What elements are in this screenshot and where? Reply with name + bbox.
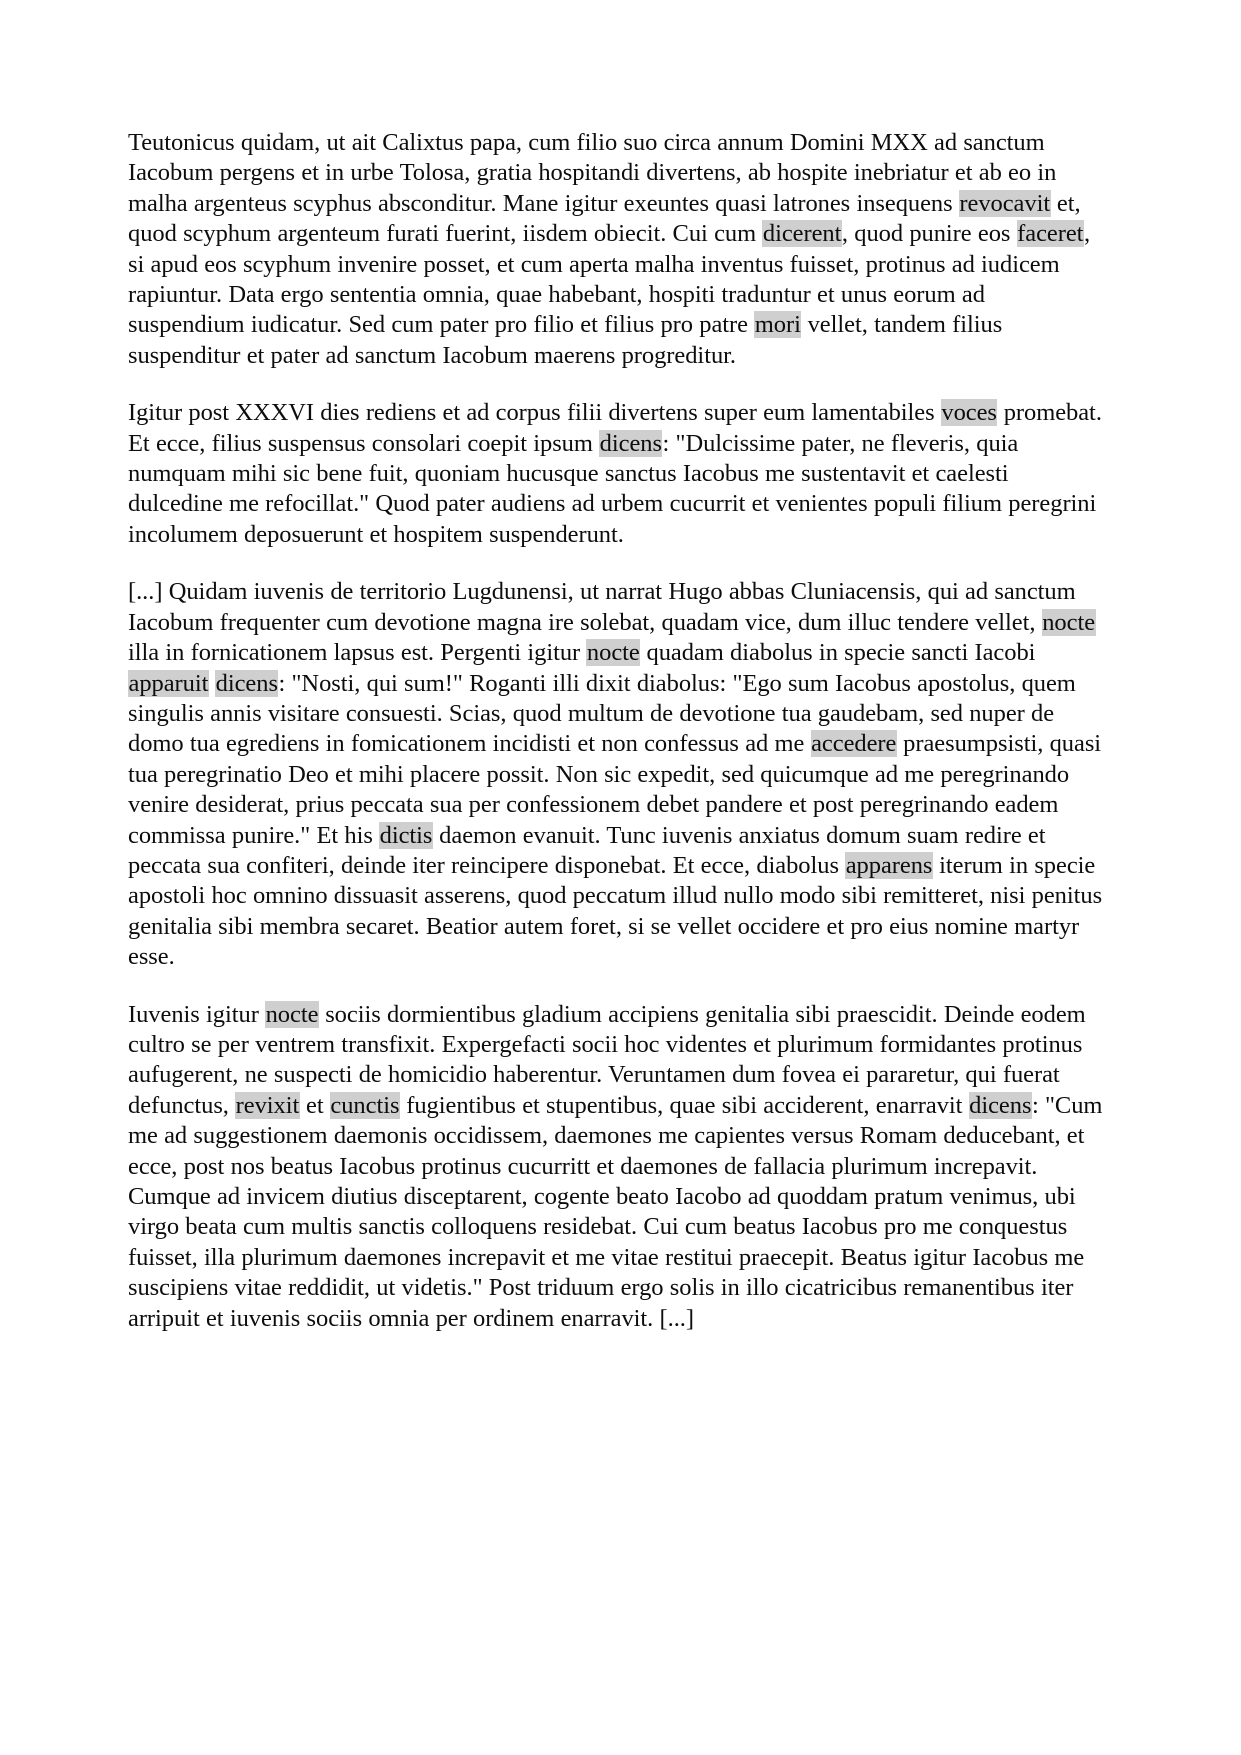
paragraph: [128, 1000, 1104, 1334]
text-run: : "Dulcissime pater, ne fleveris, quia numquam mihi sic bene fuit, quoniam hucusque sanctus Iacobus me sustentavit et caelesti dulcedine me refocillat." Quod pater audiens ad urbem cucurrit et venientes populi filium peregrini incolumem deposuerunt et hospitem suspenderunt.: [128, 429, 1097, 548]
highlighted-term: cunctis: [330, 1091, 400, 1119]
highlighted-term: revixit: [235, 1091, 300, 1119]
highlighted-term: nocte: [265, 1000, 319, 1028]
highlighted-term: faceret: [1017, 220, 1084, 248]
text-run: fugientibus et stupentibus, quae sibi acciderent, enarravit: [399, 1091, 969, 1119]
highlighted-term: voces: [941, 399, 997, 427]
text-run: , si apud eos scyphum invenire posset, et cum aperta malha inventus fuisset, protinus ad iudicem rapiuntur. Data ergo sententia omnia, quae habebant, hospiti traduntur et unus eorum ad suspendium iudicatur. Sed cum pater pro filio et filius pro patre: [128, 220, 1091, 339]
highlighted-term: dicerent: [762, 220, 842, 248]
text-run: Teutonicus quidam, ut ait Calixtus papa, cum filio suo circa annum Domini MXX ad sanctum Iacobum pergens et in urbe Tolosa, gratia hospitandi divertens, ab hospite inebriatur et ab eo in malha argenteus scyphus absconditur. Mane igitur exeuntes quasi latrones insequens: [128, 129, 1057, 217]
text-run: , quod punire eos: [841, 220, 1017, 248]
text-run: et, quod scyphum argenteum furati fuerint, iisdem obiecit. Cui cum: [128, 189, 1081, 248]
text-run: vellet, tandem filius suspenditur et pater ad sanctum Iacobum maerens progreditur.: [128, 311, 1003, 369]
text-run: illa in fornicationem lapsus est. Pergenti igitur: [128, 639, 587, 667]
paragraph: [128, 398, 1104, 550]
highlighted-term: dicens: [969, 1091, 1032, 1119]
highlighted-term: nocte: [1042, 608, 1096, 636]
text-run: et: [299, 1091, 330, 1119]
text-run: praesumpsisti, quasi tua peregrinatio Deo et mihi placere possit. Non sic expedit, sed quicumque ad me peregrinando venire desiderat, prius peccata sua per confessionem debet pandere et post peregrinando eadem commissa punire." Et his: [128, 730, 1102, 849]
highlighted-term: revocavit: [959, 189, 1051, 217]
text-run: sociis dormientibus gladium accipiens genitalia sibi praescidit. Deinde eodem cultro se per ventrem transfixit. Expergefacti socii hoc videntes et plurimum formidantes protinus aufugerent, ne suspecti de homicidio haberentur. Veruntamen dum fovea ei pararetur, qui fuerat defunctus,: [128, 1000, 1086, 1119]
highlighted-term: dicens: [599, 429, 662, 457]
highlighted-term: accedere: [811, 730, 897, 758]
paragraph: [128, 577, 1104, 972]
text-run: Igitur post XXXVI dies rediens et ad corpus filii divertens super eum lamentabiles: [128, 399, 941, 427]
highlighted-term: mori: [754, 311, 801, 339]
text-run: : "Nosti, qui sum!" Roganti illi dixit diabolus: "Ego sum Iacobus apostolus, quem singulis annis visitare consuesti. Scias, quod multum de devotione tua gaudebam, sed nuper de domo tua egrediens in fomicationem incidisti et non confessus ad me: [128, 669, 1076, 758]
highlighted-term: dictis: [379, 821, 433, 849]
highlighted-term: apparens: [845, 851, 933, 879]
text-run: : "Cum me ad suggestionem daemonis occidissem, daemones me capientes versus Romam deducebant, et ecce, post nos beatus Iacobus protinus cucurritt et daemones de fallacia plurimum increpavit. Cumque ad invicem diutius disceptarent, cogente beato Iacobo ad quoddam pratum venimus, ubi virgo beata cum multis sanctis colloquens residebat. Cui cum beatus Iacobus pro me conquestus fuisset, illa plurimum daemones increpavit et me vitae restitui praecepit. Beatus igitur Iacobus me suscipiens vitae reddidit, ut videtis." Post triduum ergo solis in illo cicatricibus remanentibus iter arripuit et iuvenis sociis omnia per ordinem enarravit. [...]: [128, 1091, 1103, 1332]
text-run: promebat. Et ecce, filius suspensus consolari coepit ipsum: [128, 399, 1102, 457]
text-run: daemon evanuit. Tunc iuvenis anxiatus domum suam redire et peccata sua confiteri, deinde iter reincipere disponebat. Et ecce, diabolus: [128, 821, 1046, 879]
text-run: iterum in specie apostoli hoc omnino dissuasit asserens, quod peccatum illud nullo modo sibi remitteret, nisi penitus genitalia sibi membra secaret. Beatior autem foret, si se vellet occidere et pro eius nomine martyr esse.: [128, 851, 1103, 971]
highlighted-term: nocte: [586, 639, 640, 667]
paragraph: [128, 128, 1104, 371]
highlighted-term: apparuit: [128, 669, 209, 697]
text-run: quadam diabolus in specie sancti Iacobi: [640, 639, 1036, 667]
highlighted-term: dicens: [215, 669, 278, 697]
text-run: Iuvenis igitur: [128, 1000, 266, 1028]
document-text-column: [128, 128, 1104, 1334]
text-run: [...] Quidam iuvenis de territorio Lugdunensi, ut narrat Hugo abbas Cluniacensis, qui ad sanctum Iacobum frequenter cum devotione magna ire solebat, quadam vice, dum illuc tendere vellet,: [128, 578, 1076, 636]
